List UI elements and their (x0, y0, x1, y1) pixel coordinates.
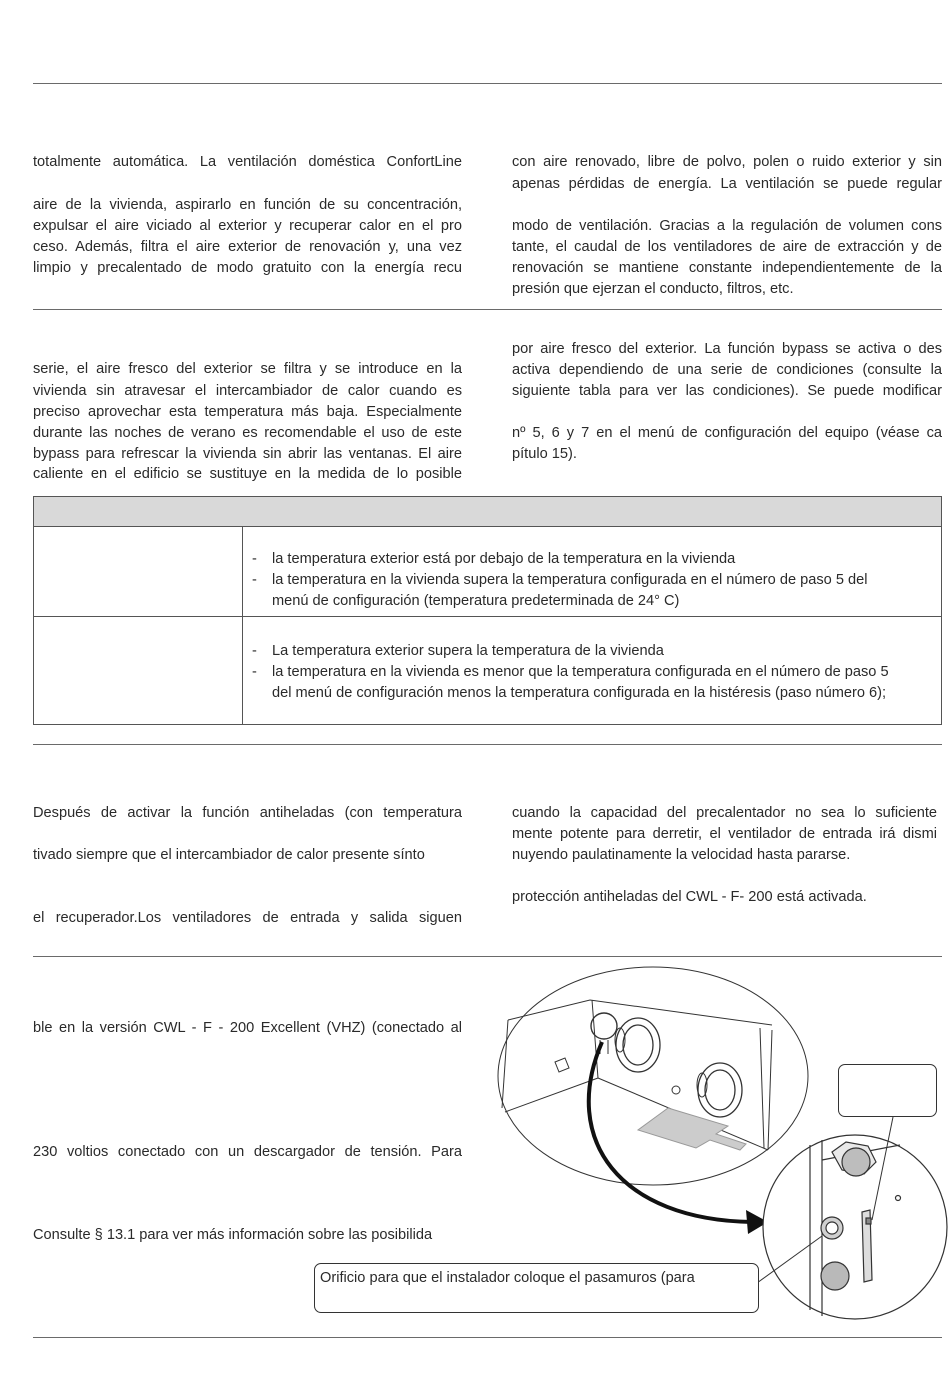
list-dash: - (252, 643, 257, 659)
text-line: apenas pérdidas de energía. La ventilación se puede regular (512, 176, 942, 192)
text-line: mente potente para derretir, el ventilador de entrada irá dismi (512, 826, 937, 842)
list-text: la temperatura exterior está por debajo de la temperatura en la vivienda (272, 551, 736, 567)
text-line: renovación se mantiene constante independientemente de la (512, 260, 942, 276)
text-line: preciso aprovechar esta temperatura más baja. Especialmente (33, 404, 462, 420)
text-line: nuyendo paulatinamente la velocidad hasta pararse. (512, 847, 851, 863)
figure-caption: Orificio para que el instalador coloque el pasamuros (para (320, 1270, 695, 1286)
text-line: aire de la vivienda, aspirarlo en función de su concentración, (33, 197, 462, 213)
text-line: nº 5, 6 y 7 en el menú de configuración del equipo (véase ca (512, 425, 942, 441)
text-line: activa dependiendo de una serie de condiciones (consulte la (512, 362, 942, 378)
text-line: limpio y precalentado de modo gratuito con la energía recu (33, 260, 462, 276)
unit-overview-ellipse (498, 967, 808, 1185)
text-line: caliente en el edificio se sustituye en la medida de lo posible (33, 466, 462, 482)
text-line: 230 voltios conectado con un descargador de tensión. Para (33, 1144, 462, 1160)
text-line: cuando la capacidad del precalentador no sea lo suficiente (512, 805, 937, 821)
text-line: el recuperador.Los ventiladores de entrada y salida siguen (33, 910, 462, 926)
text-line: durante las noches de verano es recomendable el uso de este (33, 425, 462, 441)
list-dash: - (252, 664, 257, 680)
component-label-box (838, 1064, 937, 1117)
text-line: protección antiheladas del CWL - F- 200 está activada. (512, 889, 867, 905)
text-line: siguiente tabla para ver las condiciones). Se puede modificar (512, 383, 942, 399)
text-line: ble en la versión CWL - F - 200 Excellent (VHZ) (conectado al (33, 1020, 462, 1036)
list-dash: - (252, 551, 257, 567)
list-text: la temperatura en la vivienda es menor que la temperatura configurada en el número de paso 5 (272, 664, 889, 680)
text-line: bypass para refrescar la vivienda sin abrir las ventanas. El aire (33, 446, 462, 462)
text-line: por aire fresco del exterior. La función bypass se activa o des (512, 341, 942, 357)
figure-caption-box (314, 1263, 759, 1313)
list-text: La temperatura exterior supera la temperatura de la vivienda (272, 643, 664, 659)
detail-zoom-circle (763, 1135, 947, 1319)
list-text: menú de configuración (temperatura predeterminada de 24° C) (272, 593, 680, 609)
text-line: totalmente automática. La ventilación doméstica ConfortLine (33, 154, 462, 170)
text-line: ceso. Además, filtra el aire exterior de renovación y, una vez (33, 239, 462, 255)
text-line: tivado siempre que el intercambiador de calor presente sínto (33, 847, 425, 863)
text-line: Consulte § 13.1 para ver más información sobre las posibilida (33, 1227, 433, 1243)
text-line: modo de ventilación. Gracias a la regulación de volumen cons (512, 218, 942, 234)
text-line: presión que ejerzan el conducto, filtros, etc. (512, 281, 794, 297)
text-line: vivienda sin atravesar el intercambiador de calor cuando es (33, 383, 462, 399)
text-line: pítulo 15). (512, 446, 577, 462)
text-line: tante, el caudal de los ventiladores de aire de extracción y de (512, 239, 942, 255)
list-text: del menú de configuración menos la temperatura configurada en la histéresis (paso número 6); (272, 685, 887, 701)
list-dash: - (252, 572, 257, 588)
list-text: la temperatura en la vivienda supera la temperatura configurada en el número de paso 5 del (272, 572, 868, 588)
text-line: expulsar el aire viciado al exterior y recuperar calor en el pro (33, 218, 462, 234)
text-line: Después de activar la función antiheladas (con temperatura (33, 805, 462, 821)
text-line: serie, el aire fresco del exterior se filtra y se introduce en la (33, 361, 462, 377)
text-line: con aire renovado, libre de polvo, polen o ruido exterior y sin (512, 154, 942, 170)
